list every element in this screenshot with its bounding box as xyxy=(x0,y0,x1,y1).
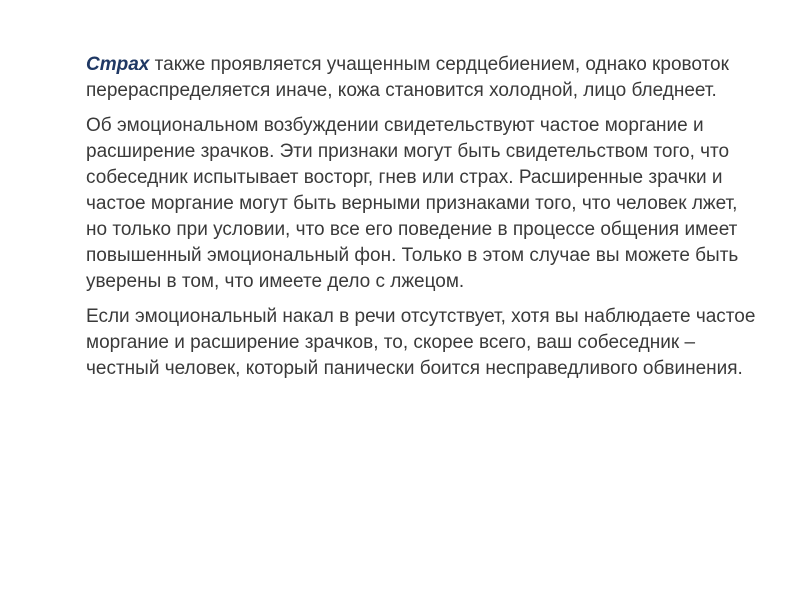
paragraph-arousal xyxy=(86,113,758,295)
lead-word: Страх xyxy=(86,54,150,75)
paragraph-text: также проявляется учащенным сердцебиением, однако кровоток перераспределяется иначе, кожа становится холодной, лицо бледнеет. xyxy=(86,54,729,101)
text-block xyxy=(86,52,758,391)
paragraph-honest xyxy=(86,304,758,382)
paragraph-text: Если эмоциональный накал в речи отсутствует, хотя вы наблюдаете частое моргание и расширение зрачков, то, скорее всего, ваш собеседник – честный человек, который панически боится несправедливого обвинения. xyxy=(86,306,756,379)
paragraph-fear xyxy=(86,52,758,104)
paragraph-text: Об эмоциональном возбуждении свидетельствуют частое моргание и расширение зрачков. Эти признаки могут быть свидетельством того, что собеседник испытывает восторг, гнев или страх. Расширенные зрачки и частое моргание могут быть верными признаками того, что человек лжет, но только при условии, что все его поведение в процессе общения имеет повышенный эмоциональный фон. Только в этом случае вы можете быть уверены в том, что имеете дело с лжецом. xyxy=(86,115,739,292)
